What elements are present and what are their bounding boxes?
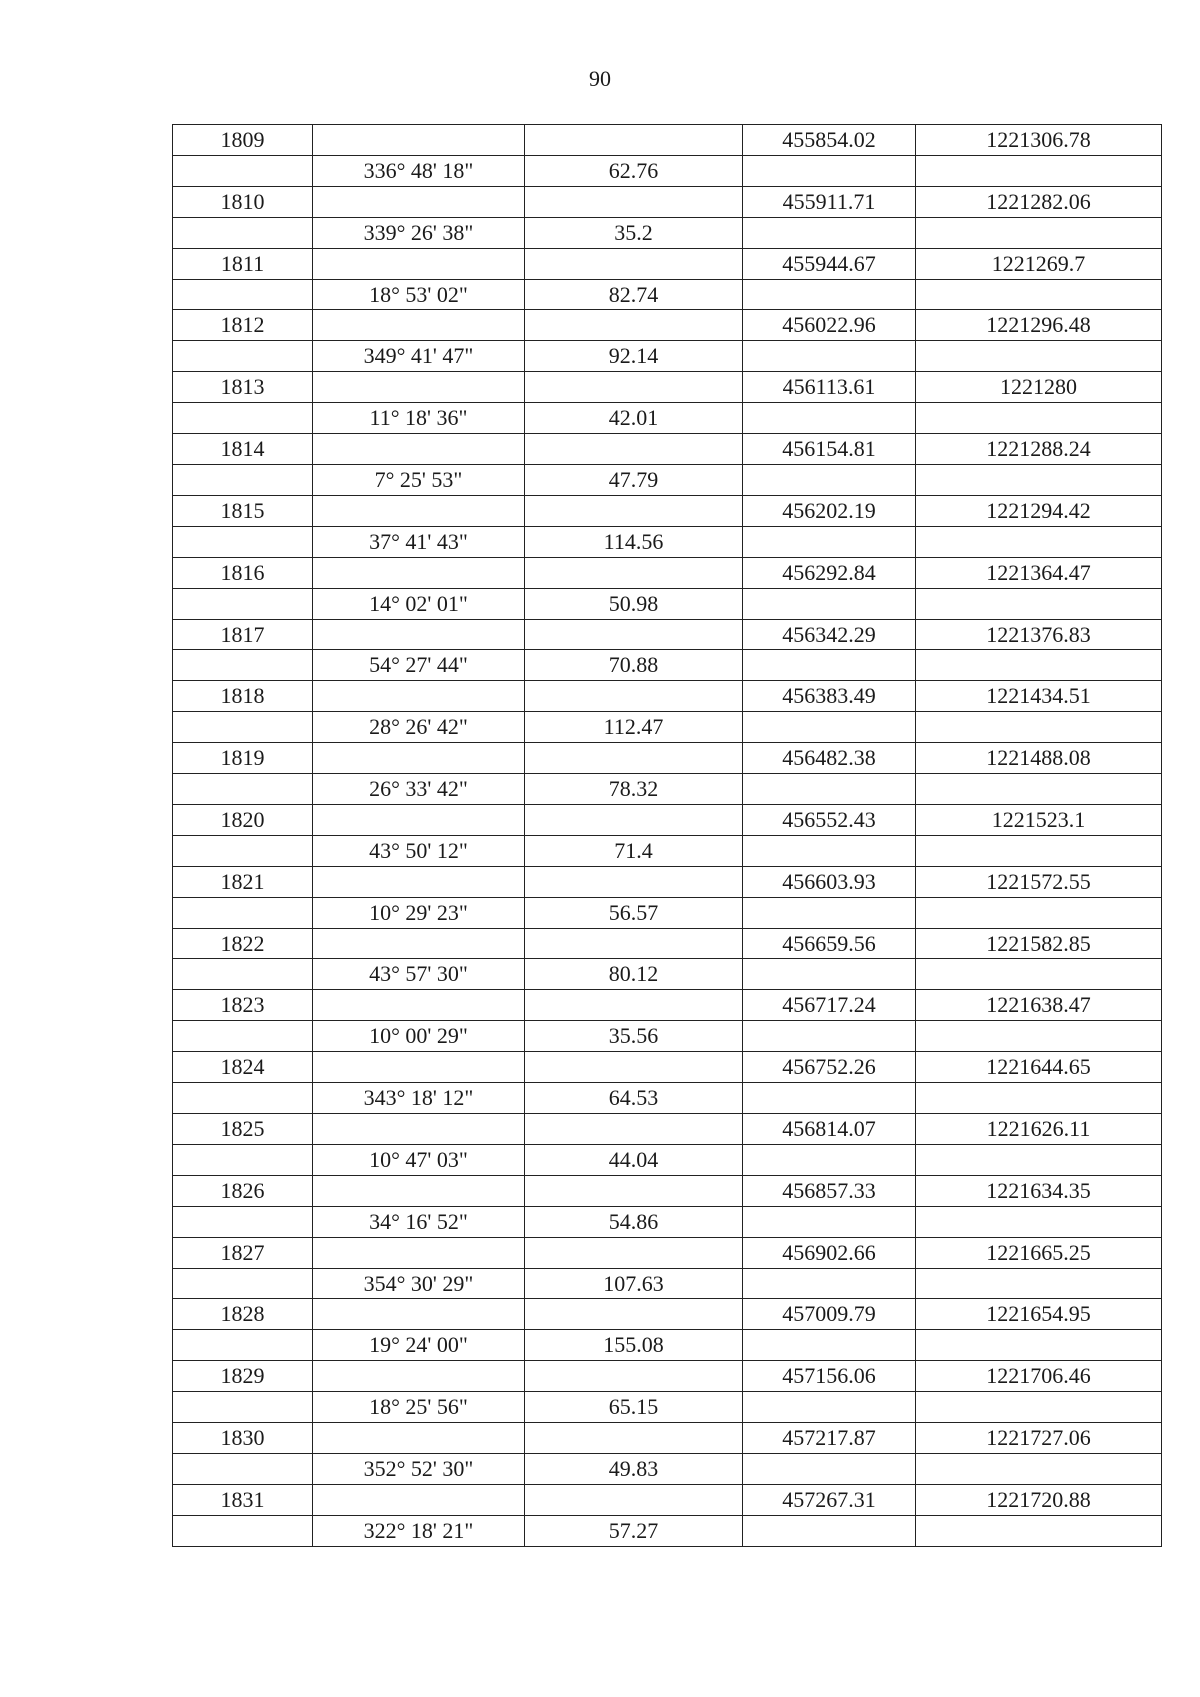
distance-cell: 70.88 (525, 650, 743, 681)
table-row-segment (173, 217, 1162, 248)
table-row-point (173, 434, 1162, 465)
empty-cell (916, 1083, 1162, 1114)
table-row-point (173, 1361, 1162, 1392)
bearing-cell: 14° 02' 01" (313, 588, 525, 619)
empty-cell (313, 372, 525, 403)
distance-cell: 71.4 (525, 835, 743, 866)
x-coordinate-cell: 456292.84 (743, 557, 916, 588)
empty-cell (173, 774, 313, 805)
empty-cell (173, 464, 313, 495)
empty-cell (313, 125, 525, 156)
station-cell: 1815 (173, 495, 313, 526)
station-cell: 1811 (173, 248, 313, 279)
empty-cell (743, 464, 916, 495)
empty-cell (525, 1423, 743, 1454)
table-row-segment (173, 650, 1162, 681)
empty-cell (743, 1144, 916, 1175)
table-row-point (173, 1484, 1162, 1515)
x-coordinate-cell: 456342.29 (743, 619, 916, 650)
empty-cell (743, 959, 916, 990)
empty-cell (525, 1175, 743, 1206)
table-row-segment (173, 1392, 1162, 1423)
table-row-point (173, 619, 1162, 650)
y-coordinate-cell: 1221720.88 (916, 1484, 1162, 1515)
station-cell: 1809 (173, 125, 313, 156)
empty-cell (313, 557, 525, 588)
empty-cell (525, 804, 743, 835)
distance-cell: 49.83 (525, 1453, 743, 1484)
station-cell: 1828 (173, 1299, 313, 1330)
station-cell: 1818 (173, 681, 313, 712)
empty-cell (743, 1330, 916, 1361)
empty-cell (743, 1392, 916, 1423)
empty-cell (916, 774, 1162, 805)
bearing-cell: 26° 33' 42" (313, 774, 525, 805)
empty-cell (173, 1392, 313, 1423)
empty-cell (743, 1206, 916, 1237)
table-row-point (173, 1423, 1162, 1454)
station-cell: 1817 (173, 619, 313, 650)
empty-cell (916, 1021, 1162, 1052)
empty-cell (173, 1268, 313, 1299)
table-row-segment (173, 1515, 1162, 1546)
station-cell: 1825 (173, 1114, 313, 1145)
empty-cell (313, 495, 525, 526)
y-coordinate-cell: 1221280 (916, 372, 1162, 403)
table-row-segment (173, 279, 1162, 310)
y-coordinate-cell: 1221488.08 (916, 743, 1162, 774)
empty-cell (525, 681, 743, 712)
table-row-point (173, 495, 1162, 526)
station-cell: 1822 (173, 928, 313, 959)
empty-cell (173, 1206, 313, 1237)
table-row-segment (173, 712, 1162, 743)
empty-cell (525, 928, 743, 959)
table-row-segment (173, 464, 1162, 495)
table-row-point (173, 1175, 1162, 1206)
y-coordinate-cell: 1221296.48 (916, 310, 1162, 341)
table-row-segment (173, 526, 1162, 557)
x-coordinate-cell: 457009.79 (743, 1299, 916, 1330)
table-row-point (173, 1114, 1162, 1145)
empty-cell (525, 248, 743, 279)
bearing-cell: 34° 16' 52" (313, 1206, 525, 1237)
x-coordinate-cell: 457217.87 (743, 1423, 916, 1454)
empty-cell (743, 526, 916, 557)
empty-cell (916, 464, 1162, 495)
empty-cell (916, 1392, 1162, 1423)
empty-cell (743, 403, 916, 434)
distance-cell: 56.57 (525, 897, 743, 928)
empty-cell (916, 1144, 1162, 1175)
distance-cell: 82.74 (525, 279, 743, 310)
x-coordinate-cell: 456814.07 (743, 1114, 916, 1145)
empty-cell (916, 1453, 1162, 1484)
table-row-segment (173, 1021, 1162, 1052)
empty-cell (743, 712, 916, 743)
empty-cell (916, 217, 1162, 248)
empty-cell (743, 217, 916, 248)
x-coordinate-cell: 456482.38 (743, 743, 916, 774)
empty-cell (743, 279, 916, 310)
y-coordinate-cell: 1221582.85 (916, 928, 1162, 959)
empty-cell (313, 1299, 525, 1330)
table-row-point (173, 557, 1162, 588)
empty-cell (525, 990, 743, 1021)
y-coordinate-cell: 1221294.42 (916, 495, 1162, 526)
empty-cell (916, 526, 1162, 557)
x-coordinate-cell: 456022.96 (743, 310, 916, 341)
x-coordinate-cell: 456202.19 (743, 495, 916, 526)
empty-cell (313, 310, 525, 341)
empty-cell (313, 186, 525, 217)
empty-cell (313, 990, 525, 1021)
bearing-cell: 37° 41' 43" (313, 526, 525, 557)
x-coordinate-cell: 456552.43 (743, 804, 916, 835)
station-cell: 1820 (173, 804, 313, 835)
bearing-cell: 19° 24' 00" (313, 1330, 525, 1361)
distance-cell: 80.12 (525, 959, 743, 990)
empty-cell (525, 310, 743, 341)
empty-cell (313, 1175, 525, 1206)
bearing-cell: 18° 25' 56" (313, 1392, 525, 1423)
empty-cell (313, 434, 525, 465)
table-row-point (173, 928, 1162, 959)
empty-cell (916, 959, 1162, 990)
bearing-cell: 349° 41' 47" (313, 341, 525, 372)
bearing-cell: 336° 48' 18" (313, 155, 525, 186)
bearing-cell: 7° 25' 53" (313, 464, 525, 495)
empty-cell (313, 866, 525, 897)
x-coordinate-cell: 456752.26 (743, 1052, 916, 1083)
empty-cell (525, 1361, 743, 1392)
bearing-cell: 322° 18' 21" (313, 1515, 525, 1546)
station-cell: 1826 (173, 1175, 313, 1206)
station-cell: 1821 (173, 866, 313, 897)
empty-cell (313, 1484, 525, 1515)
distance-cell: 54.86 (525, 1206, 743, 1237)
table-row-segment (173, 774, 1162, 805)
table-row-point (173, 310, 1162, 341)
empty-cell (313, 1052, 525, 1083)
y-coordinate-cell: 1221727.06 (916, 1423, 1162, 1454)
bearing-cell: 54° 27' 44" (313, 650, 525, 681)
empty-cell (173, 1330, 313, 1361)
table-row-segment (173, 1453, 1162, 1484)
y-coordinate-cell: 1221269.7 (916, 248, 1162, 279)
table-row-point (173, 1237, 1162, 1268)
empty-cell (916, 1515, 1162, 1546)
empty-cell (743, 341, 916, 372)
x-coordinate-cell: 456603.93 (743, 866, 916, 897)
table-row-point (173, 186, 1162, 217)
station-cell: 1827 (173, 1237, 313, 1268)
empty-cell (525, 619, 743, 650)
distance-cell: 155.08 (525, 1330, 743, 1361)
y-coordinate-cell: 1221626.11 (916, 1114, 1162, 1145)
empty-cell (313, 619, 525, 650)
empty-cell (525, 434, 743, 465)
table-row-segment (173, 341, 1162, 372)
empty-cell (313, 681, 525, 712)
table-row-segment (173, 1206, 1162, 1237)
distance-cell: 64.53 (525, 1083, 743, 1114)
table-row-point (173, 372, 1162, 403)
station-cell: 1823 (173, 990, 313, 1021)
table-row-segment (173, 1330, 1162, 1361)
station-cell: 1819 (173, 743, 313, 774)
bearing-cell: 354° 30' 29" (313, 1268, 525, 1299)
x-coordinate-cell: 456154.81 (743, 434, 916, 465)
x-coordinate-cell: 456857.33 (743, 1175, 916, 1206)
table-row-point (173, 1052, 1162, 1083)
empty-cell (525, 1299, 743, 1330)
bearing-cell: 10° 00' 29" (313, 1021, 525, 1052)
empty-cell (173, 959, 313, 990)
station-cell: 1813 (173, 372, 313, 403)
bearing-cell: 10° 47' 03" (313, 1144, 525, 1175)
table-row-point (173, 743, 1162, 774)
distance-cell: 35.56 (525, 1021, 743, 1052)
empty-cell (525, 186, 743, 217)
empty-cell (313, 248, 525, 279)
empty-cell (916, 1330, 1162, 1361)
station-cell: 1814 (173, 434, 313, 465)
distance-cell: 57.27 (525, 1515, 743, 1546)
bearing-cell: 18° 53' 02" (313, 279, 525, 310)
distance-cell: 112.47 (525, 712, 743, 743)
table-row-point (173, 1299, 1162, 1330)
distance-cell: 78.32 (525, 774, 743, 805)
empty-cell (313, 1114, 525, 1145)
empty-cell (916, 1206, 1162, 1237)
empty-cell (916, 403, 1162, 434)
x-coordinate-cell: 456717.24 (743, 990, 916, 1021)
bearing-cell: 352° 52' 30" (313, 1453, 525, 1484)
empty-cell (173, 1083, 313, 1114)
bearing-cell: 43° 50' 12" (313, 835, 525, 866)
table-row-point (173, 804, 1162, 835)
table-row-point (173, 990, 1162, 1021)
x-coordinate-cell: 455854.02 (743, 125, 916, 156)
empty-cell (916, 835, 1162, 866)
distance-cell: 107.63 (525, 1268, 743, 1299)
y-coordinate-cell: 1221306.78 (916, 125, 1162, 156)
y-coordinate-cell: 1221376.83 (916, 619, 1162, 650)
table-row-segment (173, 155, 1162, 186)
empty-cell (173, 712, 313, 743)
survey-table-body (173, 125, 1162, 1547)
empty-cell (313, 1237, 525, 1268)
bearing-cell: 339° 26' 38" (313, 217, 525, 248)
distance-cell: 62.76 (525, 155, 743, 186)
x-coordinate-cell: 456659.56 (743, 928, 916, 959)
empty-cell (916, 1268, 1162, 1299)
x-coordinate-cell: 457156.06 (743, 1361, 916, 1392)
empty-cell (743, 1453, 916, 1484)
empty-cell (743, 774, 916, 805)
table-row-segment (173, 959, 1162, 990)
distance-cell: 50.98 (525, 588, 743, 619)
empty-cell (525, 866, 743, 897)
y-coordinate-cell: 1221572.55 (916, 866, 1162, 897)
empty-cell (743, 1083, 916, 1114)
empty-cell (173, 588, 313, 619)
bearing-cell: 43° 57' 30" (313, 959, 525, 990)
table-row-segment (173, 835, 1162, 866)
station-cell: 1816 (173, 557, 313, 588)
table-row-point (173, 681, 1162, 712)
y-coordinate-cell: 1221638.47 (916, 990, 1162, 1021)
empty-cell (743, 650, 916, 681)
y-coordinate-cell: 1221665.25 (916, 1237, 1162, 1268)
empty-cell (173, 1144, 313, 1175)
empty-cell (743, 835, 916, 866)
empty-cell (525, 743, 743, 774)
y-coordinate-cell: 1221634.35 (916, 1175, 1162, 1206)
y-coordinate-cell: 1221644.65 (916, 1052, 1162, 1083)
table-row-segment (173, 897, 1162, 928)
empty-cell (743, 155, 916, 186)
station-cell: 1810 (173, 186, 313, 217)
y-coordinate-cell: 1221364.47 (916, 557, 1162, 588)
distance-cell: 114.56 (525, 526, 743, 557)
distance-cell: 42.01 (525, 403, 743, 434)
empty-cell (916, 897, 1162, 928)
bearing-cell: 28° 26' 42" (313, 712, 525, 743)
x-coordinate-cell: 455944.67 (743, 248, 916, 279)
table-row-segment (173, 1268, 1162, 1299)
empty-cell (743, 1021, 916, 1052)
distance-cell: 92.14 (525, 341, 743, 372)
empty-cell (525, 372, 743, 403)
empty-cell (916, 279, 1162, 310)
page-number: 90 (589, 66, 611, 91)
empty-cell (173, 279, 313, 310)
empty-cell (916, 155, 1162, 186)
empty-cell (743, 897, 916, 928)
table-row-segment (173, 1144, 1162, 1175)
empty-cell (525, 495, 743, 526)
station-cell: 1824 (173, 1052, 313, 1083)
y-coordinate-cell: 1221654.95 (916, 1299, 1162, 1330)
bearing-cell: 11° 18' 36" (313, 403, 525, 434)
x-coordinate-cell: 456383.49 (743, 681, 916, 712)
station-cell: 1829 (173, 1361, 313, 1392)
x-coordinate-cell: 455911.71 (743, 186, 916, 217)
table-row-segment (173, 403, 1162, 434)
empty-cell (916, 588, 1162, 619)
empty-cell (525, 125, 743, 156)
y-coordinate-cell: 1221282.06 (916, 186, 1162, 217)
empty-cell (525, 1237, 743, 1268)
empty-cell (173, 1515, 313, 1546)
table-row-point (173, 866, 1162, 897)
empty-cell (173, 1021, 313, 1052)
empty-cell (313, 804, 525, 835)
table-row-point (173, 248, 1162, 279)
x-coordinate-cell: 456113.61 (743, 372, 916, 403)
empty-cell (525, 1052, 743, 1083)
table-row-segment (173, 1083, 1162, 1114)
y-coordinate-cell: 1221288.24 (916, 434, 1162, 465)
station-cell: 1831 (173, 1484, 313, 1515)
empty-cell (313, 928, 525, 959)
distance-cell: 35.2 (525, 217, 743, 248)
table-row-point (173, 125, 1162, 156)
empty-cell (173, 403, 313, 434)
empty-cell (173, 835, 313, 866)
empty-cell (173, 217, 313, 248)
empty-cell (743, 588, 916, 619)
distance-cell: 47.79 (525, 464, 743, 495)
y-coordinate-cell: 1221523.1 (916, 804, 1162, 835)
y-coordinate-cell: 1221706.46 (916, 1361, 1162, 1392)
empty-cell (313, 743, 525, 774)
distance-cell: 44.04 (525, 1144, 743, 1175)
distance-cell: 65.15 (525, 1392, 743, 1423)
empty-cell (743, 1268, 916, 1299)
empty-cell (916, 712, 1162, 743)
y-coordinate-cell: 1221434.51 (916, 681, 1162, 712)
empty-cell (525, 1484, 743, 1515)
empty-cell (916, 650, 1162, 681)
bearing-cell: 10° 29' 23" (313, 897, 525, 928)
empty-cell (743, 1515, 916, 1546)
bearing-cell: 343° 18' 12" (313, 1083, 525, 1114)
station-cell: 1812 (173, 310, 313, 341)
empty-cell (916, 341, 1162, 372)
empty-cell (525, 557, 743, 588)
x-coordinate-cell: 456902.66 (743, 1237, 916, 1268)
station-cell: 1830 (173, 1423, 313, 1454)
empty-cell (173, 1453, 313, 1484)
empty-cell (313, 1361, 525, 1392)
empty-cell (173, 897, 313, 928)
empty-cell (525, 1114, 743, 1145)
survey-coordinates-table (172, 124, 1162, 1547)
empty-cell (173, 155, 313, 186)
empty-cell (173, 341, 313, 372)
x-coordinate-cell: 457267.31 (743, 1484, 916, 1515)
empty-cell (173, 650, 313, 681)
table-row-segment (173, 588, 1162, 619)
empty-cell (313, 1423, 525, 1454)
empty-cell (173, 526, 313, 557)
